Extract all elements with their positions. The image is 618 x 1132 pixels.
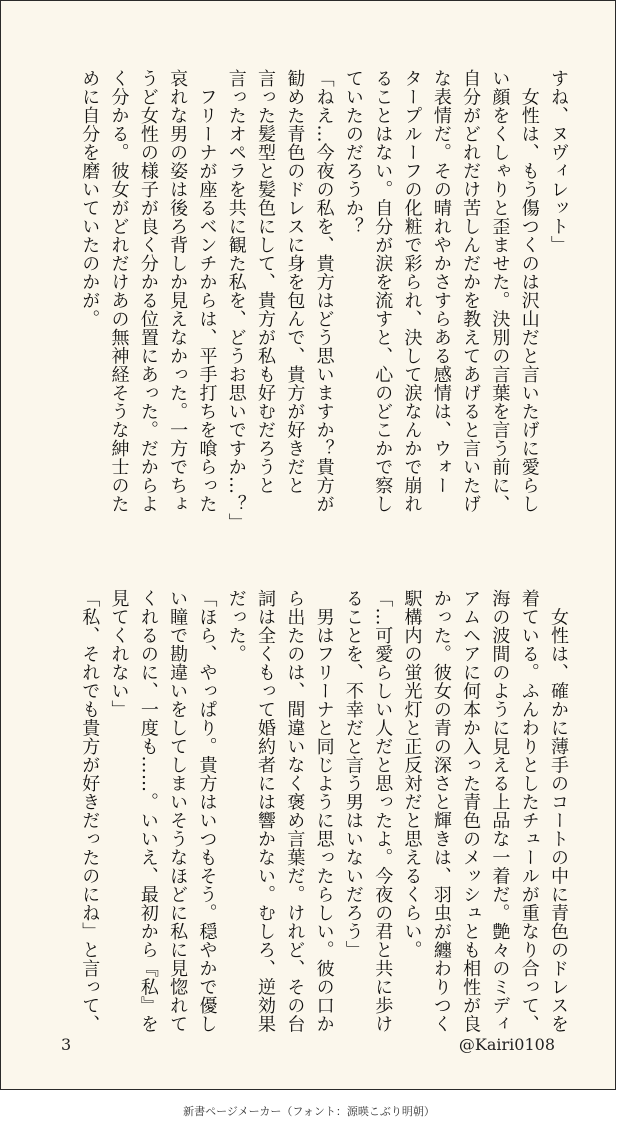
text-block-top: すね、ヌヴィレット」 女性は、もう傷つくのは沢山だと言いたげに愛らし い顔をくしゃりと歪ませた。決別の言葉を言う前に、 自分がどれだけ苦しんだかを教えてあげると言いたげ な表情だ。その晴れやかさすらある感情は、ウォー タープルーフの化粧で彩られ、決して涙なんかで崩れ ることはない。自分が涙を流すと、心のどこかで察し ていたのだろうか？ 「ねえ…今夜の私を、貴方はどう思いますか？貴方が 勧めた青色のドレスに身を包んで、貴方が好きだと 言った髪型と髪色にして、貴方が私も好むだろうと 言ったオペラを共に観た私を、どうお思いですか…？」 フリーナが座るベンチからは、平手打ちを喰らった 哀れな男の姿は後ろ背しか見えなかった。一方でちょ うど女性の様子が良く分かる位置にあった。だからよ く分かる。彼女がどれだけあの無神経そうな紳士のた めに自分を磨いていたのかが。 (79, 69, 569, 532)
author-handle: @Kairi0108 (458, 1035, 555, 1054)
text-block-bottom: 女性は、確かに薄手のコートの中に青色のドレスを 着ている。ふんわりとしたチュールが重なり合って、 海の波間のように見える上品な一着だ。艶々のミディ アムヘアに何本か入った青色のメッシュとも相性が良 かった。彼女の青の深さと輝きは、羽虫が纏わりつく 駅構内の蛍光灯と正反対だと思えるくらい。 「…可愛らしい人だと思ったよ。今夜の君と共に歩け ることを、不幸だと言う男はいないだろう」 男はフリーナと同じように思ったらしい。彼の口か ら出たのは、間違いなく褒め言葉だ。けれど、その台 詞は全くもって婚約者には響かない。むしろ、逆効果 だった。 「ほら、やっぱり。貴方はいつもそう。穏やかで優し い瞳で勘違いをしてしまいそうなほどに私に見惚れて くれるのに、一度も……。いいえ、最初から『私』を 見てくれない」 「私、それでも貴方が好きだったのにね」と言って、 (79, 589, 569, 1033)
page-number: 3 (61, 1035, 72, 1054)
tool-caption: 新書ページメーカー（フォント：源暎こぶり明朝） (183, 1105, 435, 1118)
